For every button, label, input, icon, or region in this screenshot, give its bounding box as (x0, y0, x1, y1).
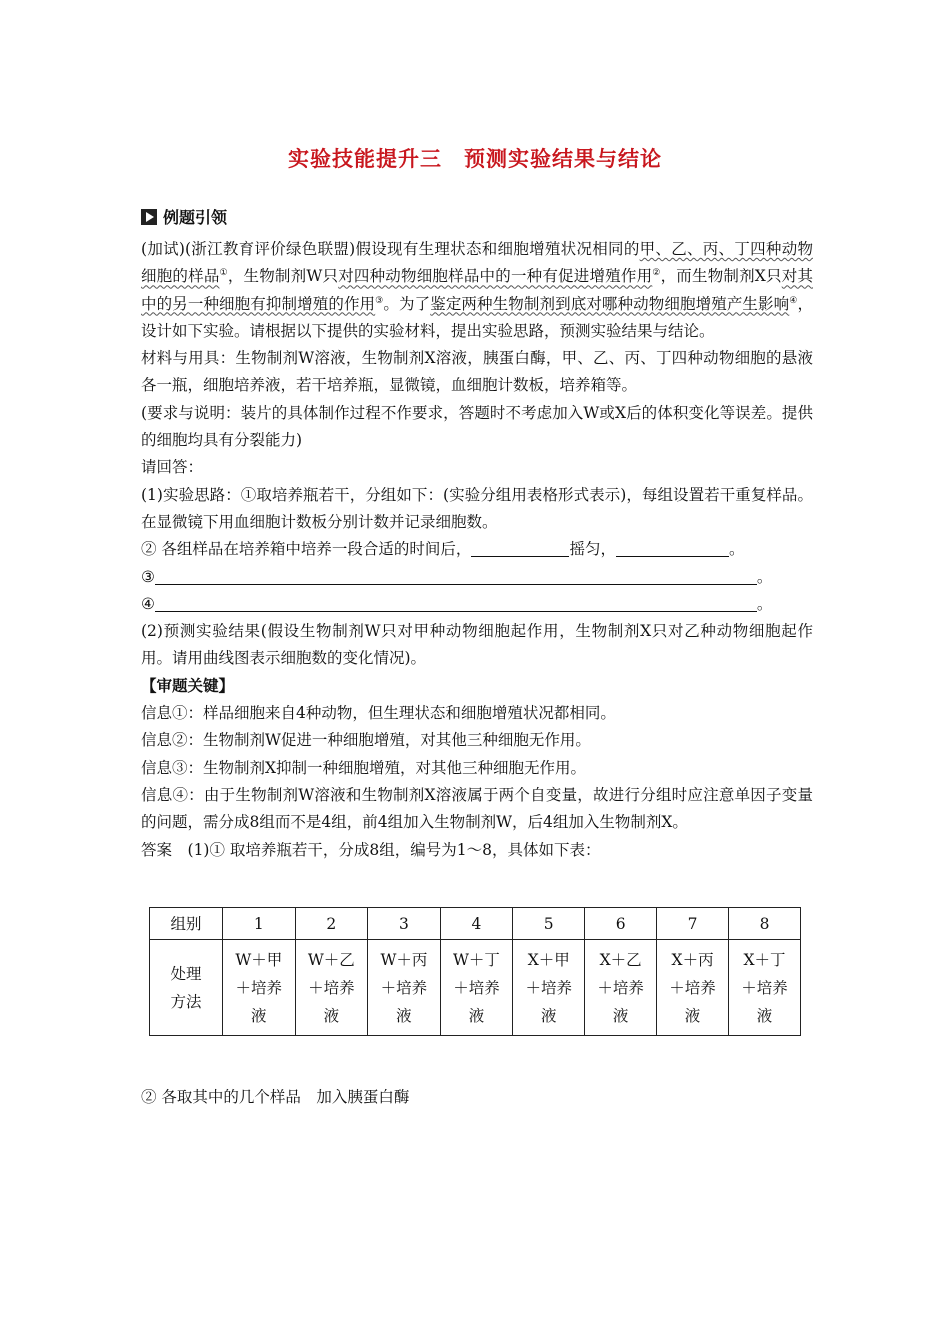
group-number: 1 (223, 908, 296, 940)
answer-blank-3[interactable] (155, 566, 757, 585)
row-label: 处理 方法 (150, 940, 223, 1036)
treatment-cell: W＋丁 ＋培养 液 (440, 940, 513, 1036)
question-body (141, 236, 813, 864)
section-heading (141, 205, 227, 228)
treatment-cell: W＋丙 ＋培养 液 (368, 940, 441, 1036)
info-3: 信息③：生物制剂X抑制一种细胞增殖，对其他三种细胞无作用。 (141, 758, 587, 777)
info-2: 信息②：生物制剂W促进一种细胞增殖，对其他三种细胞无作用。 (141, 731, 591, 750)
grouping-table (149, 907, 801, 1036)
materials: 材料与用具：生物制剂W溶液，生物制剂X溶液，胰蛋白酶，甲、乙、丙、丁四种动物细胞的悬液各一瓶，细胞培养液，若干培养瓶，显微镜，血细胞计数板，培养箱等。 (141, 349, 813, 395)
treatment-cell: X＋丁 ＋培养 液 (729, 940, 801, 1036)
key-phrase-4: 鉴定两种生物制剂到底对哪种动物细胞增殖产生影响 (430, 294, 790, 313)
group-number: 6 (585, 908, 657, 940)
question-1-step-4: ④ 。 (141, 594, 773, 613)
treatment-cell: X＋丙 ＋培养 液 (657, 940, 729, 1036)
requirements: (要求与说明：装片的具体制作过程不作要求，答题时不考虑加入W或X后的体积变化等误差。提供的细胞均具有分裂能力) (141, 403, 813, 450)
treatment-cell: W＋乙 ＋培养 液 (295, 940, 368, 1036)
answer-blank-1[interactable] (471, 538, 569, 557)
treatment-cell: X＋乙 ＋培养 液 (585, 940, 657, 1036)
header-label: 组别 (150, 908, 223, 940)
answer-line: 答案 (1)① 取培养瓶若干，分成8组，编号为1～8，具体如下表： (141, 840, 601, 859)
group-number: 7 (657, 908, 729, 940)
page-title: 实验技能提升三 预测实验结果与结论 (288, 147, 662, 171)
key-phrase-3: 对其中的另一种细胞有抑制增殖的作用 (141, 267, 813, 313)
key-phrase-1: 甲、乙、丙、丁四种动物细胞的样品 (141, 240, 813, 286)
question-2: (2)预测实验结果(假设生物制剂W只对甲种动物细胞起作用，生物制剂X只对乙种动物细胞起作用。请用曲线图表示细胞数的变化情况)。 (141, 622, 813, 668)
group-number: 8 (729, 908, 801, 940)
answer-blank-4[interactable] (155, 593, 757, 612)
info-4: 信息④：由于生物制剂W溶液和生物制剂X溶液属于两个自变量，故进行分组时应注意单因子变量的问题，需分成8组而不是4组，前4组加入生物制剂W，后4组加入生物制剂X。 (141, 785, 813, 832)
group-number: 4 (440, 908, 513, 940)
question-intro: (加试)(浙江教育评价绿色联盟)假设现有生理状态和细胞增殖状况相同的甲、乙、丙、丁四种动物细胞的样品①，生物制剂W只对四种动物细胞样品中的一种有促进增殖作用②，而生物制剂X只对其中的另一种细胞有抑制增殖的作用③。为了鉴定两种生物制剂到底对哪种动物细胞增殖产生影响④，设计如下实验。请根据以下提供的实验材料，提出实验思路，预测实验结果与结论。 (141, 240, 813, 340)
table-header-row (150, 908, 801, 940)
question-1-step-2: ② 各组样品在培养箱中培养一段合适的时间后， 摇匀， 。 (141, 540, 745, 559)
info-1: 信息①：样品细胞来自4种动物，但生理状态和细胞增殖状况都相同。 (141, 704, 616, 723)
group-number: 2 (295, 908, 368, 940)
key-heading: 【审题关键】 (141, 676, 235, 695)
treatment-cell: X＋甲 ＋培养 液 (513, 940, 585, 1036)
answer-step-2: ② 各取其中的几个样品 加入胰蛋白酶 (141, 1088, 410, 1106)
question-1-step-3: ③ 。 (141, 567, 773, 586)
table-row (150, 940, 801, 1036)
group-number: 3 (368, 908, 441, 940)
answer-blank-2[interactable] (616, 538, 729, 557)
ask-line: 请回答： (141, 458, 204, 477)
key-phrase-2: 对四种动物细胞样品中的一种有促进增殖作用 (338, 267, 653, 286)
play-triangle-icon (141, 209, 157, 225)
treatment-cell: W＋甲 ＋培养 液 (223, 940, 296, 1036)
group-number: 5 (513, 908, 585, 940)
question-1: (1)实验思路：①取培养瓶若干，分组如下：(实验分组用表格形式表示)，每组设置若干重复样品。在显微镜下用血细胞计数板分别计数并记录细胞数。 (141, 485, 813, 531)
section-label: 例题引领 (163, 208, 228, 227)
